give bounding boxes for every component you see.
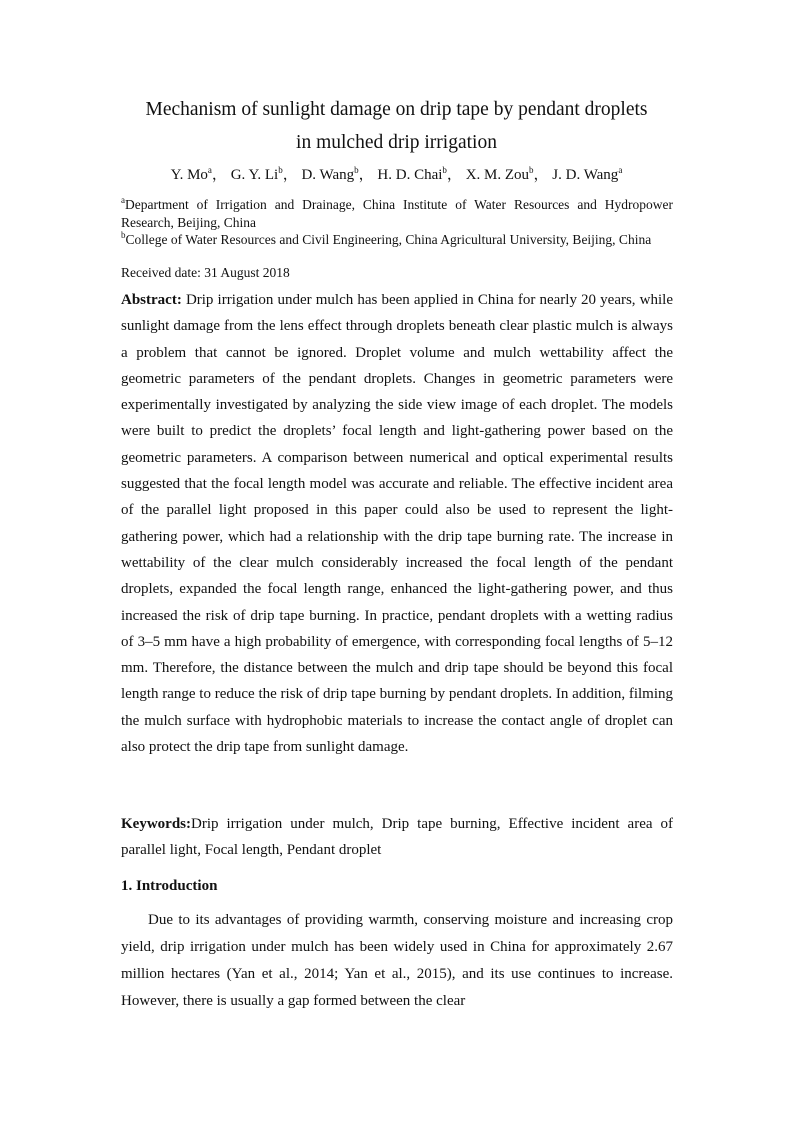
author: G. Y. Li$^b$， <box>230 165 298 183</box>
paper-title-line-1: Mechanism of sunlight damage on drip tape by pendant droplets <box>145 99 648 120</box>
affiliation-a: $^a$Department of Irrigation and Drainage, China Institute of Water Resources and Hydropower Research, Beijing, China <box>121 195 673 230</box>
paper-title-line-2: in mulched drip irrigation <box>296 132 497 153</box>
author-list <box>60 165 733 185</box>
author: J. D. Wang$^a$ <box>552 165 623 183</box>
received-date: Received date: 31 August 2018 <box>121 265 290 280</box>
keywords <box>121 811 673 864</box>
abstract <box>121 287 673 760</box>
intro-paragraph: Due to its advantages of providing warmth, conserving moisture and increasing crop yield, drip irrigation under mulch has been widely used in China for approximately 2.67 million hectares (Yan et al., 2014; Yan et al., 2015), and its use continues to increase. However, there is usually a gap formed between the clear <box>121 912 673 1009</box>
author: X. M. Zou$^b$， <box>465 165 549 183</box>
abstract-label: Abstract: <box>121 292 182 308</box>
keywords-text: Drip irrigation under mulch, Drip tape burning, Effective incident area of parallel light, Focal length, Pendant droplet <box>121 816 673 859</box>
affiliation-b: $^b$College of Water Resources and Civil Engineering, China Agricultural University, Beijing, China <box>121 230 652 247</box>
keywords-label: Keywords: <box>121 816 191 832</box>
author: Y. Mo$^a$， <box>170 165 227 183</box>
abstract-text: Drip irrigation under mulch has been applied in China for nearly 20 years, while sunlight damage from the lens effect through droplets beneath clear plastic mulch is always a problem that cannot be ignored. Droplet volume and mulch wettability affect the geometric parameters of the pendant droplets. Changes in geometric parameters were experimentally investigated by analyzing the side view image of each droplet. The models were built to predict the droplets’ focal length and light-gathering power based on the geometric parameters. A comparison between numerical and optical experimental results suggested that the focal length model was accurate and reliable. The effective incident area of the parallel light proposed in this paper could also be used to represent the light-gathering power, which had a relationship with the drip tape burning rate. The increase in wettability of the clear mulch considerably increased the focal length of the pendant droplets, expanded the focal length range, enhanced the light-gathering power, and thus increased the risk of drip tape burning. In practice, pendant droplets with a wetting radius of 3–5 mm have a high probability of emergence, with corresponding focal lengths of 5–12 mm. Therefore, the distance between the mulch and drip tape should be beyond this focal length range to reduce the risk of drip tape burning by pendant droplets. In addition, filming the mulch surface with hydrophobic materials to increase the contact angle of droplet can also protect the drip tape from sunlight damage. <box>121 292 673 756</box>
author: D. Wang$^b$， <box>301 165 374 183</box>
section-heading: 1. Introduction <box>121 878 218 894</box>
author: H. D. Chai$^b$， <box>377 165 462 183</box>
